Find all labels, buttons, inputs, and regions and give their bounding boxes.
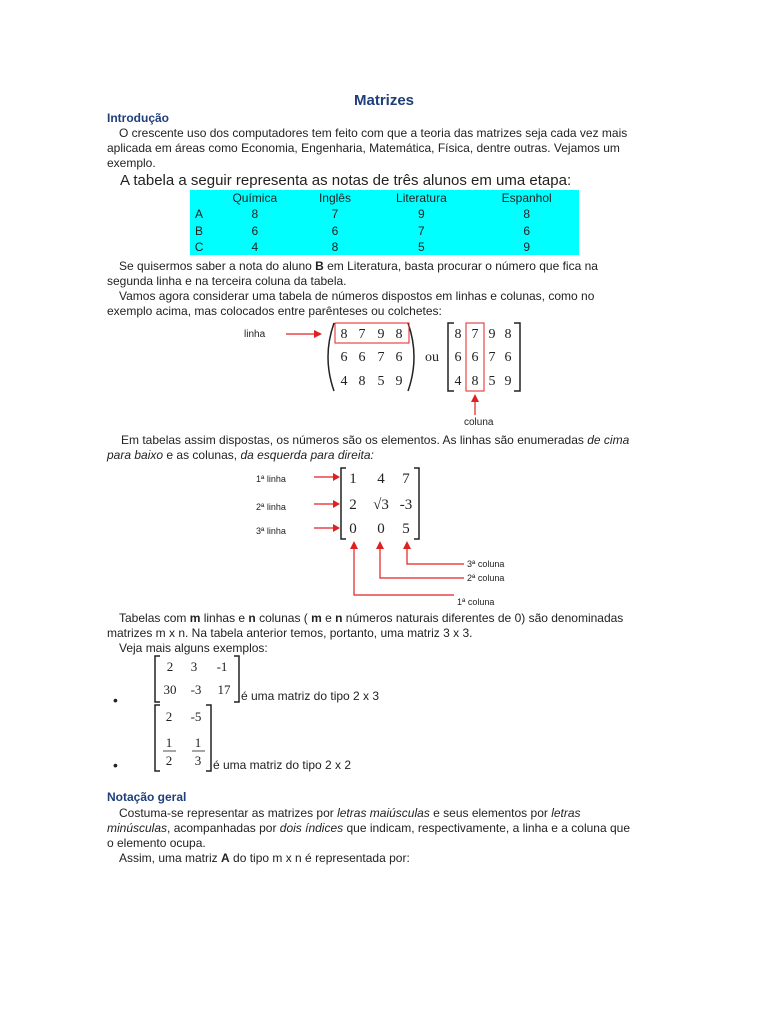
bold-span: m (311, 611, 322, 625)
text-span: que indicam, respectivamente, a linha e a coluna que (343, 821, 631, 835)
text-span: , acompanhadas por (167, 821, 280, 835)
matrix-element: 7 (488, 350, 496, 365)
table-header-cell: Espanhol (501, 191, 552, 206)
matrix-element: -3 (399, 497, 413, 513)
column-arrow-icon (407, 548, 464, 564)
paragraph-5-line-1 (107, 611, 677, 626)
matrix-element: 4 (454, 374, 462, 389)
bullet-icon: • (113, 757, 118, 773)
italic-span: para baixo (107, 448, 164, 462)
italic-span: minúsculas (107, 821, 168, 835)
paragraph-3-line-2: exemplo acima, mas colocados entre parênteses ou colchetes: (107, 304, 442, 318)
text-span: e (321, 611, 336, 625)
table-cell: C (194, 239, 204, 254)
grades-table (190, 190, 579, 255)
coluna-label: coluna (464, 417, 494, 428)
paragraph-5-line-3: Veja mais alguns exemplos: (119, 641, 268, 655)
paragraph-4-line-2 (107, 448, 677, 463)
bold-span: n (248, 611, 256, 625)
intro-line-1: O crescente uso dos computadores tem feito com que a teoria das matrizes seja cada vez mais (119, 126, 628, 140)
right-bracket (234, 656, 239, 702)
notation-line-4 (107, 851, 677, 866)
text-span: Assim, uma matriz (119, 851, 222, 865)
matrix-element: 6 (395, 350, 403, 365)
bullet-icon: • (113, 692, 118, 708)
text-span: Se quisermos saber a nota do aluno (119, 259, 316, 273)
matrix-element: 30 (163, 682, 177, 697)
notation-line-2 (107, 821, 677, 836)
arrow-head-icon (403, 541, 411, 549)
table-row (190, 239, 579, 255)
arrow-head-icon (333, 524, 340, 532)
paragraph-4-line-1 (107, 433, 677, 448)
table-header-cell: Química (232, 191, 278, 206)
matrix-element: 9 (395, 374, 403, 389)
matrix-element: 3 (190, 659, 198, 674)
matrix-figure-2 (250, 463, 530, 611)
paragraph-5-line-2: matrizes m x n. Na tabela anterior temos, portanto, uma matriz 3 x 3. (107, 626, 473, 640)
intro-line-3: exemplo. (107, 156, 156, 170)
table-cell: 7 (331, 207, 339, 222)
ou-text: ou (425, 350, 439, 365)
left-bracket (341, 468, 346, 539)
table-cell: 9 (418, 207, 425, 222)
left-parenthesis (328, 323, 334, 391)
matrix-element: 8 (340, 327, 348, 342)
matrix-element: 5 (402, 521, 410, 537)
matrix-element: 8 (454, 327, 462, 342)
table-cell: 7 (418, 223, 425, 238)
text-span: Em tabelas assim dispostas, os números são os elementos. As linhas são enumeradas (121, 433, 588, 447)
notation-paragraph (107, 806, 677, 866)
matrix-element: 6 (504, 350, 512, 365)
paragraph-2-line-2: segunda linha e na terceira coluna da tabela. (107, 274, 347, 288)
row-label-3: 3ª linha (256, 526, 286, 536)
arrow-head-icon (333, 500, 340, 508)
right-bracket (414, 468, 419, 539)
matrix-element: 2 (349, 497, 357, 513)
matrix-element: 2 (165, 709, 173, 724)
row-label-1: 1ª linha (256, 474, 286, 484)
left-bracket (155, 656, 160, 702)
text-span: Tabelas com (119, 611, 190, 625)
matrix-element: 7 (377, 350, 385, 365)
column-arrow-icon (380, 548, 464, 578)
matrix-element: 9 (377, 327, 385, 342)
row-label-2: 2ª linha (256, 502, 286, 512)
bold-span: B (315, 259, 324, 273)
matrix-element: -3 (190, 682, 202, 697)
matrix-element: 2 (166, 659, 174, 674)
matrix-element: -5 (190, 709, 202, 724)
example-matrix-2 (150, 702, 220, 774)
matrix-element: 8 (358, 374, 366, 389)
fraction-numerator: 1 (165, 735, 173, 750)
matrix-element: 5 (377, 374, 385, 389)
linha-label: linha (244, 329, 266, 340)
table-cell: 6 (331, 223, 339, 238)
table-header-row (190, 190, 579, 206)
arrow-head-icon (471, 394, 479, 402)
bold-span: n (335, 611, 343, 625)
text-span: e seus elementos por (429, 806, 552, 820)
text-span: e as colunas, (163, 448, 241, 462)
section-heading-notation: Notação geral (107, 790, 187, 804)
arrow-head-icon (376, 541, 384, 549)
column-label-3: 3ª coluna (467, 559, 505, 569)
table-row (190, 206, 579, 222)
table-header-cell (190, 190, 208, 206)
matrix-element: 5 (488, 374, 496, 389)
table-header-cell: Inglês (318, 191, 351, 206)
paragraph-3-line-1: Vamos agora considerar uma tabela de números dispostos em linhas e colunas, como no (119, 289, 595, 303)
paragraph-5 (107, 611, 677, 656)
arrow-head-icon (350, 541, 358, 549)
matrix-element: 9 (488, 327, 496, 342)
example-2-text: é uma matriz do tipo 2 x 2 (213, 758, 352, 772)
matrix-element: √3 (373, 497, 389, 513)
right-bracket (514, 323, 520, 391)
column-arrow-icon (354, 548, 454, 595)
arrow-head-icon (314, 330, 322, 338)
italic-span: de cima (587, 433, 630, 447)
column-label-2: 2ª coluna (467, 573, 505, 583)
matrix-element: 9 (504, 374, 512, 389)
column-label-1: 1ª coluna (457, 597, 495, 607)
table-cell: 8 (251, 207, 259, 222)
table-cell: 8 (523, 207, 531, 222)
matrix-element: 0 (349, 521, 357, 537)
intro-line-2: aplicada em áreas como Economia, Engenharia, Matemática, Física, dentre outras. Vejamos um (107, 141, 620, 155)
matrix-element: 4 (340, 374, 348, 389)
section-heading-intro: Introdução (107, 111, 169, 125)
text-span: linhas e (200, 611, 249, 625)
matrix-element: 6 (358, 350, 366, 365)
text-span: números naturais diferentes de 0) são denominadas (342, 611, 624, 625)
matrix-element: 6 (454, 350, 462, 365)
text-span: do tipo m x n é representada por: (229, 851, 410, 865)
example-matrix-1 (150, 652, 250, 704)
intro-paragraph (107, 126, 667, 171)
italic-span: letras maiúsculas (337, 806, 430, 820)
table-cell: B (195, 223, 204, 238)
table-cell: 4 (251, 239, 259, 254)
arrow-head-icon (333, 473, 340, 481)
paragraph-4 (107, 433, 677, 463)
table-cell: 6 (523, 223, 531, 238)
left-bracket (448, 323, 454, 391)
matrix-element: 6 (340, 350, 348, 365)
fraction-denominator: 3 (194, 753, 202, 768)
matrix-element: 4 (377, 471, 385, 487)
matrix-element: 7 (358, 327, 366, 342)
text-span: em Literatura, basta procurar o número que fica na (323, 259, 598, 273)
italic-span: letras (551, 806, 581, 820)
fraction-denominator: 2 (165, 753, 173, 768)
text-span: colunas ( (255, 611, 312, 625)
table-cell: 8 (331, 239, 339, 254)
bold-span: A (221, 851, 230, 865)
matrix-element: 8 (395, 327, 403, 342)
paragraph-2-line-1 (107, 259, 667, 274)
table-cell: 5 (418, 239, 425, 254)
matrix-element: 0 (377, 521, 385, 537)
matrix-element: 8 (471, 374, 479, 389)
example-1-text: é uma matriz do tipo 2 x 3 (241, 689, 380, 703)
notation-line-1 (107, 806, 677, 821)
text-span: Costuma-se representar as matrizes por (119, 806, 338, 820)
page-title: Matrizes (353, 92, 415, 109)
bold-span: m (189, 611, 201, 625)
fraction-numerator: 1 (194, 735, 202, 750)
matrix-element: 1 (349, 471, 357, 487)
paragraph-2 (107, 259, 667, 319)
matrix-element: 17 (217, 682, 231, 697)
table-cell: 9 (523, 239, 531, 254)
right-bracket (206, 705, 211, 771)
matrix-element: 6 (471, 350, 479, 365)
table-cell: A (195, 207, 204, 222)
table-row (190, 223, 579, 239)
matrix-figure-1 (230, 315, 540, 430)
italic-span: dois índices (279, 821, 344, 835)
italic-span: da esquerda para direita: (240, 448, 374, 462)
matrix-element: 7 (402, 471, 410, 487)
matrix-element: -1 (216, 659, 228, 674)
table-cell: 6 (251, 223, 259, 238)
left-bracket (155, 705, 160, 771)
notation-line-3: o elemento ocupa. (107, 836, 206, 850)
table-caption: A tabela a seguir representa as notas de três alunos em uma etapa: (120, 172, 572, 189)
matrix-element: 8 (504, 327, 512, 342)
matrix-element: 7 (471, 327, 479, 342)
table-header-cell: Literatura (396, 191, 447, 206)
